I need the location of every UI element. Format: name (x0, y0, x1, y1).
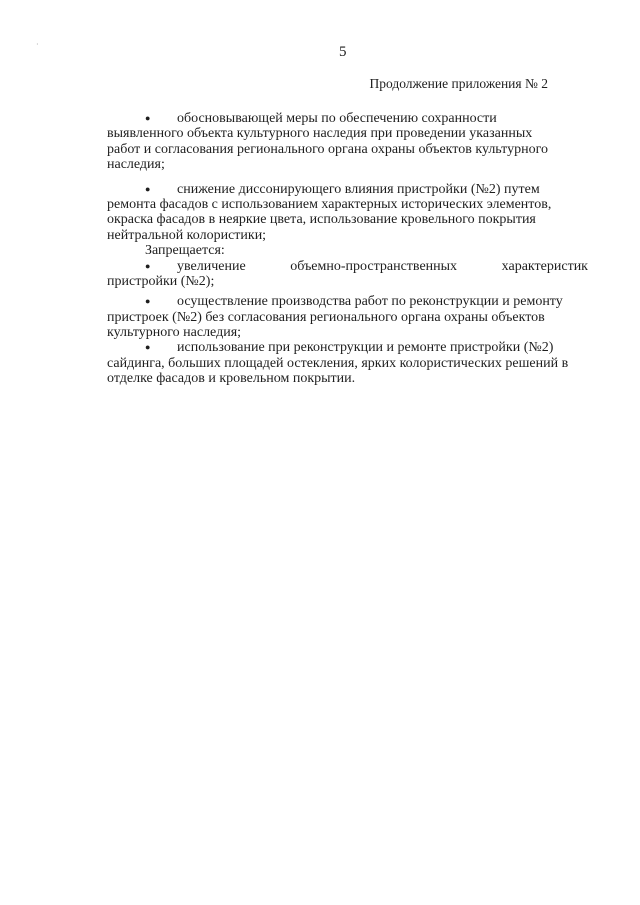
paragraph-1-line-4: наследия; (107, 157, 165, 173)
word-spatial: объемно-пространственных (290, 258, 458, 274)
paragraph-2-line-1 (107, 182, 588, 197)
paragraph-1-line-3: работ и согласования регионального органа охраны объектов культурного (107, 141, 548, 157)
page-number: 5 (339, 44, 347, 60)
paragraph-4-line-3: культурного наследия; (107, 325, 242, 341)
bullet-icon: ● (145, 342, 151, 353)
paragraph-1-line-2: выявленного объекта культурного наследия при проведении указанных (107, 126, 533, 142)
paragraph-4-line-1 (107, 294, 588, 309)
word-characteristics: характеристик (501, 258, 588, 274)
paragraph-2-line-2: ремонта фасадов с использованием характерных исторических элементов, (107, 196, 552, 212)
bullet-icon: ● (145, 260, 151, 271)
paragraph-2-line-3: окраска фасадов в неяркие цвета, использование кровельного покрытия (107, 212, 536, 228)
justified-text (177, 259, 588, 274)
paragraph-4-line-2: пристроек (№2) без согласования регионального органа охраны объектов (107, 309, 545, 325)
paragraph-text: снижение диссонирующего влияния пристройки (№2) путем (177, 181, 540, 197)
paragraph-2-line-4: нейтральной колористики; (107, 227, 267, 243)
paragraph-5-line-1 (107, 340, 588, 355)
paragraph-3-line-1 (107, 259, 588, 274)
bullet-icon: ● (145, 113, 151, 123)
heading-text: Запрещается: (145, 243, 225, 259)
paragraph-1-line-1 (107, 111, 588, 126)
appendix-continuation-note: Продолжение приложения № 2 (369, 76, 548, 91)
document-body (107, 111, 588, 387)
paragraph-3-line-2: пристройки (№2); (107, 273, 215, 289)
scan-mark: · (36, 40, 39, 49)
bullet-icon: ● (145, 183, 151, 194)
word-increase: увеличение (177, 258, 246, 274)
prohibited-heading (107, 243, 588, 258)
bullet-icon: ● (145, 296, 151, 307)
paragraph-5-line-3: отделке фасадов и кровельном покрытии. (107, 371, 356, 387)
paragraph-5-line-2: сайдинга, больших площадей остекления, ярких колористических решений в (107, 355, 569, 371)
paragraph-text: обосновывающей меры по обеспечению сохранности (177, 111, 497, 126)
paragraph-text: использование при реконструкции и ремонте пристройки (№2) (177, 340, 554, 356)
paragraph-text: осуществление производства работ по реконструкции и ремонту (177, 294, 563, 310)
